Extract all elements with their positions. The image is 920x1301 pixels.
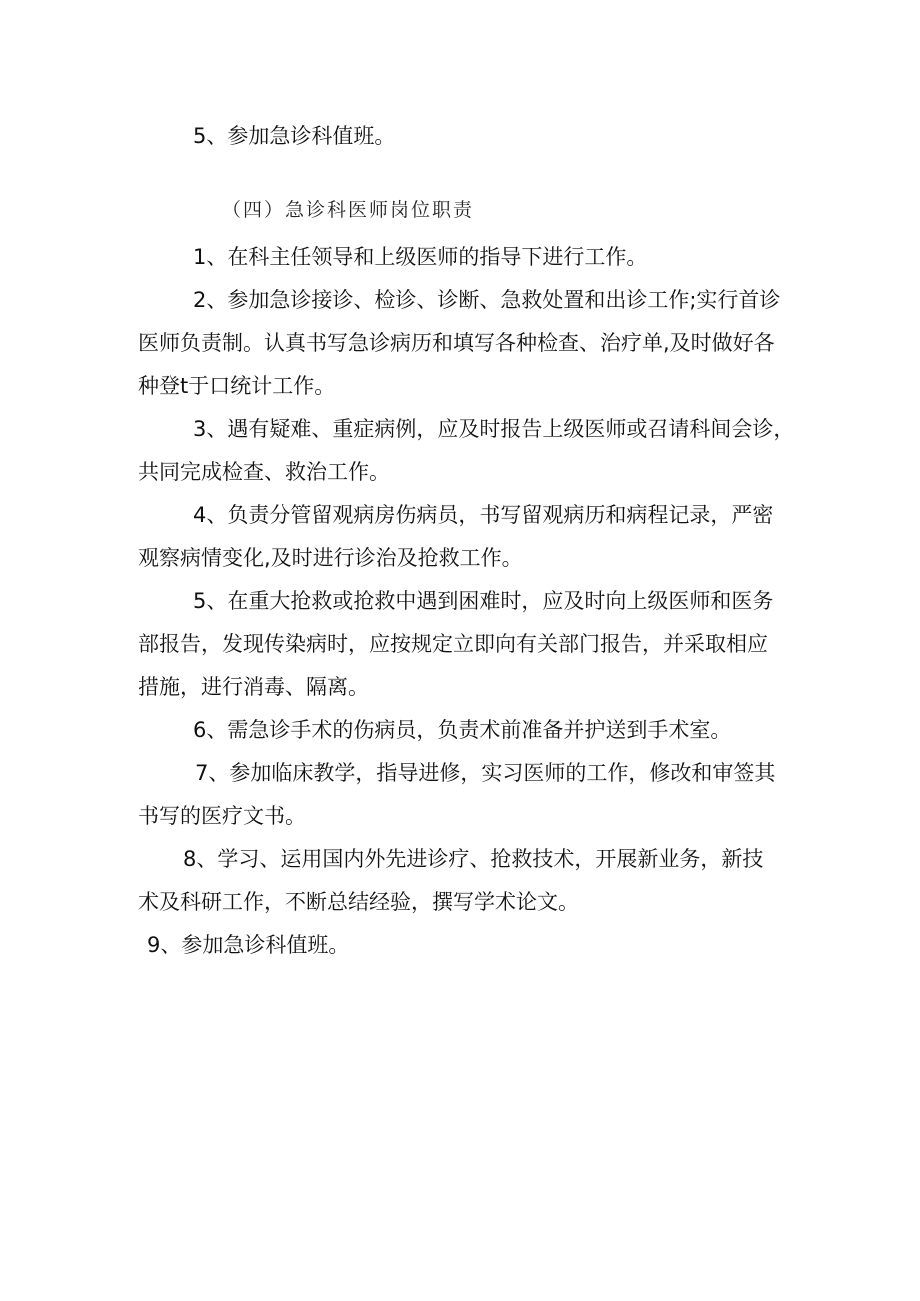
item-4-line-2: 观察病情变化,及时进行诊治及抢救工作。: [138, 546, 523, 570]
item-7-line-1: 7、参加临床教学，指导进修，实习医师的工作，修改和审签其: [195, 761, 776, 785]
section-heading: （四）急诊科医师岗位职责: [222, 199, 475, 221]
previous-item-5: 5、参加急诊科值班。: [193, 124, 396, 148]
item-9-line-1: 9、参加急诊科值班。: [147, 933, 350, 957]
item-1-line-1: 1、在科主任领导和上级医师的指导下进行工作。: [193, 245, 648, 269]
item-6-line-1: 6、需急诊手术的伤病员，负责术前准备并护送到手术室。: [193, 718, 732, 742]
item-3-line-1: 3、遇有疑难、重症病例，应及时报告上级医师或召请科间会诊，: [193, 417, 795, 441]
item-2-line-1: 2、参加急诊接诊、检诊、诊断、急救处置和出诊工作;实行首诊: [193, 288, 781, 312]
item-4-line-1: 4、负责分管留观病房伤病员，书写留观病历和病程记录，严密: [193, 503, 774, 527]
item-8-line-2: 术及科研工作，不断总结经验，撰写学术论文。: [138, 890, 579, 914]
item-3-line-2: 共同完成检查、救治工作。: [138, 460, 390, 484]
item-8-line-1: 8、学习、运用国内外先进诊疗、抢救技术，开展新业务，新技: [183, 847, 764, 871]
item-2-line-3: 种登t于口统计工作。: [138, 374, 336, 398]
item-2-line-2: 医师负责制。认真书写急诊病历和填写各种检查、治疗单,及时做好各: [138, 331, 775, 355]
item-7-line-2: 书写的医疗文书。: [138, 804, 306, 828]
item-5-line-1: 5、在重大抢救或抢救中遇到困难时，应及时向上级医师和医务: [193, 589, 774, 613]
item-5-line-2: 部报告，发现传染病时，应按规定立即向有关部门报告，并采取相应: [138, 632, 768, 656]
item-5-line-3: 措施，进行消毒、隔离。: [138, 675, 369, 699]
